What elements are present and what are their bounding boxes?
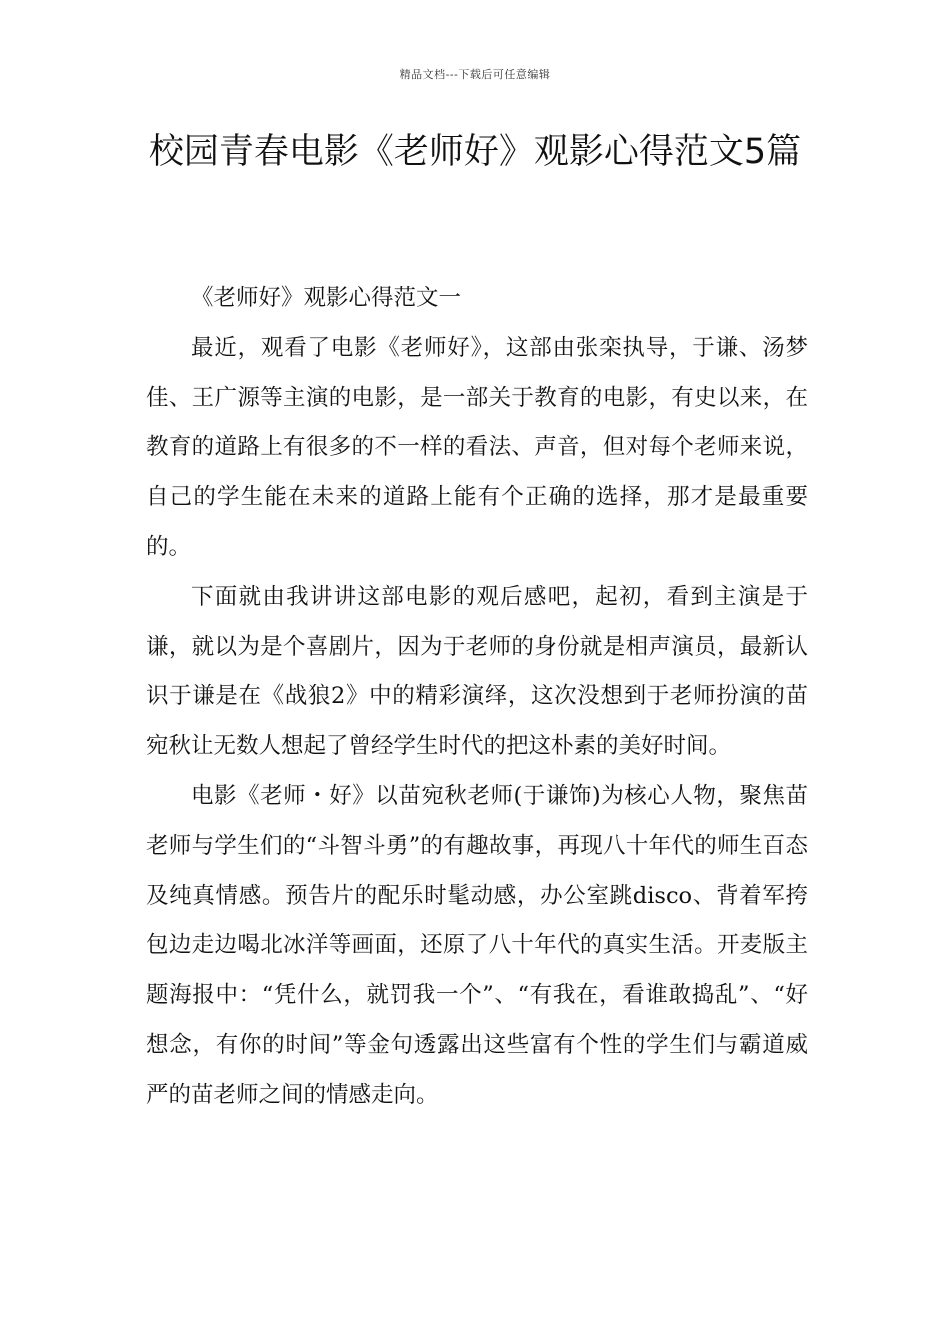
paragraph: 最近，观看了电影《老师好》，这部由张栾执导，于谦、汤梦佳、王广源等主演的电影，是一部关于教育的电影，有史以来，在教育的道路上有很多的不一样的看法、声音，但对每个老师来说，自己的学生能在未来的道路上能有个正确的选择，那才是最重要的。: [146, 334, 808, 560]
document-body: [146, 274, 808, 1121]
header-note: 精品文档---下载后可任意编辑: [399, 68, 551, 81]
section-heading: 《老师好》观影心得范文一: [191, 285, 462, 311]
document-title: 校园青春电影《老师好》观影心得范文5篇: [148, 132, 802, 172]
paragraph: 电影《老师・好》以苗宛秋老师(于谦饰)为核心人物，聚焦苗老师与学生们的“斗智斗勇”的有趣故事，再现八十年代的师生百态及纯真情感。预告片的配乐时髦动感，办公室跳disco、背着军挎包边走边喝北冰洋等画面，还原了八十年代的真实生活。开麦版主题海报中：“凭什么，就罚我一个”、“有我在，看谁敢捣乱”、“好想念，有你的时间”等金句透露出这些富有个性的学生们与霸道威严的苗老师之间的情感走向。: [146, 782, 808, 1108]
paragraph: 下面就由我讲讲这部电影的观后感吧，起初，看到主演是于谦，就以为是个喜剧片，因为于老师的身份就是相声演员，最新认识于谦是在《战狼2》中的精彩演绎，这次没想到于老师扮演的苗宛秋让无数人想起了曾经学生时代的把这朴素的美好时间。: [146, 583, 808, 760]
